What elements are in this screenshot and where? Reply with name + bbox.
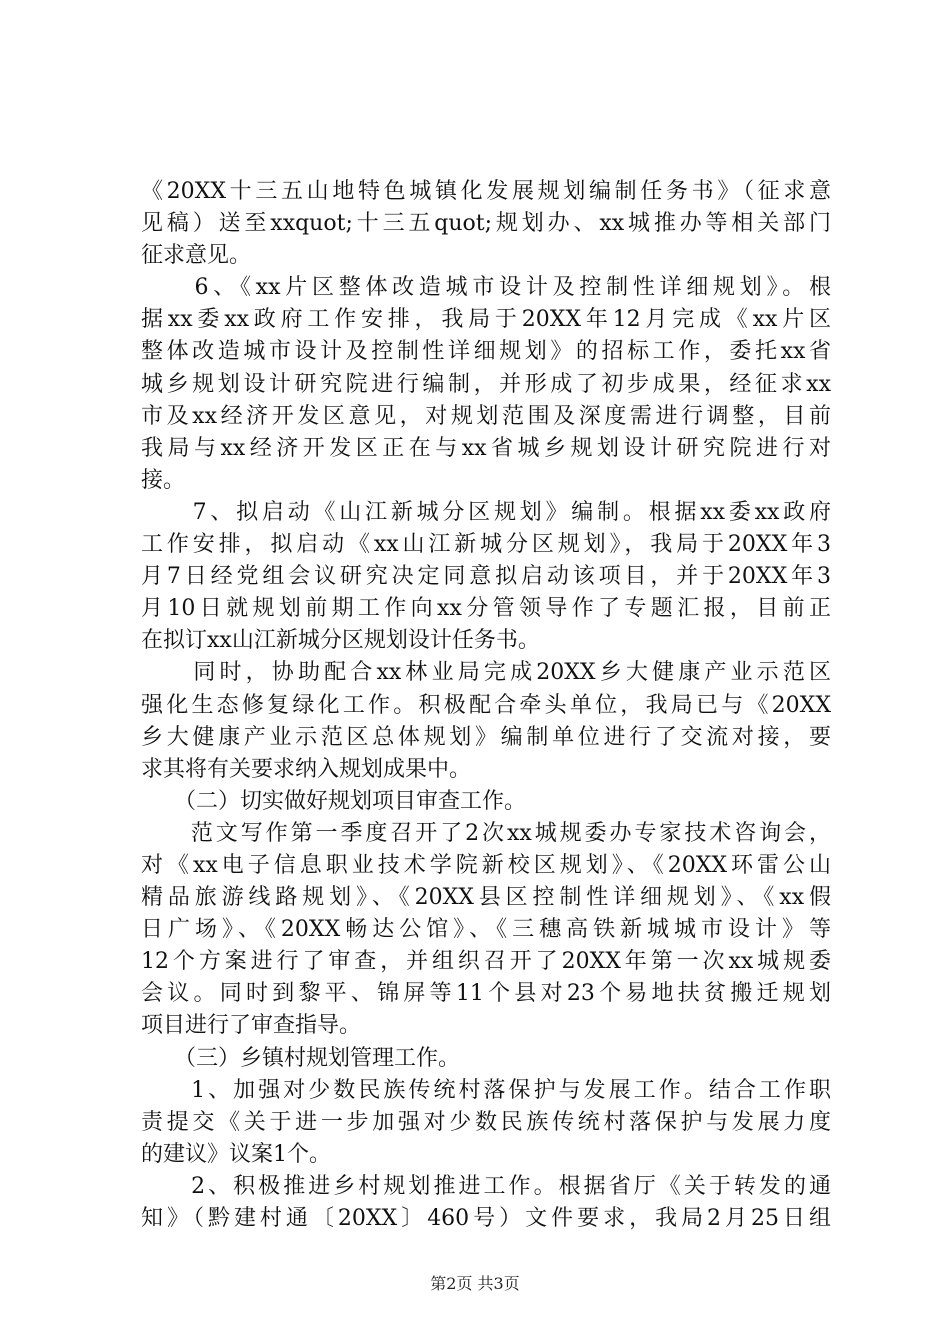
text-line: 6、《xx片区整体改造城市设计及控制性详细规划》。根 bbox=[141, 275, 831, 301]
text-line: 强化生态修复绿化工作。积极配合牵头单位，我局已与《20XX bbox=[141, 692, 831, 718]
text-line: 见稿）送至xxquot;十三五quot;规划办、xx城推办等相关部门 bbox=[141, 211, 831, 237]
text-line: 1、加强对少数民族传统村落保护与发展工作。结合工作职 bbox=[141, 1077, 831, 1103]
text-line: （二）切实做好规划项目审查工作。 bbox=[141, 788, 527, 814]
page-number-footer: 第2页 共3页 bbox=[430, 1274, 520, 1293]
text-line: 对《xx电子信息职业技术学院新校区规划》、《20XX环雷公山 bbox=[141, 852, 831, 878]
text-line: 工作安排，拟启动《xx山江新城分区规划》，我局于20XX年3 bbox=[141, 532, 831, 558]
text-line: 乡大健康产业示范区总体规划》编制单位进行了交流对接，要 bbox=[141, 724, 831, 750]
document-body bbox=[141, 176, 831, 1235]
text-line: 的建议》议案1个。 bbox=[141, 1141, 331, 1167]
text-line: 求其将有关要求纳入规划成果中。 bbox=[141, 756, 472, 782]
text-line: 《20XX十三五山地特色城镇化发展规划编制任务书》（征求意 bbox=[141, 179, 831, 204]
text-line: 会议。同时到黎平、锦屏等11个县对23个易地扶贫搬迁规划 bbox=[141, 981, 831, 1007]
text-line: 范文写作第一季度召开了2次xx城规委办专家技术咨询会， bbox=[141, 820, 831, 846]
text-line: 月10日就规划前期工作向xx分管领导作了专题汇报，目前正 bbox=[141, 596, 831, 622]
text-line: 市及xx经济开发区意见，对规划范围及深度需进行调整，目前 bbox=[141, 403, 831, 429]
text-line: 7、拟启动《山江新城分区规划》编制。根据xx委xx政府 bbox=[141, 499, 831, 525]
text-line: 据xx委xx政府工作安排，我局于20XX年12月完成《xx片区 bbox=[141, 307, 831, 333]
text-line: 城乡规划设计研究院进行编制，并形成了初步成果，经征求xx bbox=[141, 371, 831, 397]
text-line: 我局与xx经济开发区正在与xx省城乡规划设计研究院进行对 bbox=[141, 435, 831, 461]
text-line: 责提交《关于进一步加强对少数民族传统村落保护与发展力度 bbox=[141, 1109, 831, 1135]
text-line: 同时，协助配合xx林业局完成20XX乡大健康产业示范区 bbox=[141, 660, 831, 686]
text-line: 征求意见。 bbox=[141, 243, 252, 269]
text-line: 精品旅游线路规划》、《20XX县区控制性详细规划》、《xx假 bbox=[141, 885, 831, 911]
text-line: 2、积极推进乡村规划推进工作。根据省厅《关于转发的通 bbox=[141, 1173, 831, 1199]
text-line: 接。 bbox=[141, 467, 186, 493]
text-line: 日广场》、《20XX畅达公馆》、《三穗高铁新城城市设计》等 bbox=[141, 917, 831, 943]
text-line: 整体改造城市设计及控制性详细规划》的招标工作，委托xx省 bbox=[141, 339, 831, 365]
text-line: 知》（黔建村通〔20XX〕460号）文件要求，我局2月25日组 bbox=[141, 1206, 831, 1231]
text-line: 在拟订xx山江新城分区规划设计任务书。 bbox=[141, 628, 540, 654]
text-line: 月7日经党组会议研究决定同意拟启动该项目，并于20XX年3 bbox=[141, 564, 831, 590]
text-line: （三）乡镇村规划管理工作。 bbox=[141, 1045, 461, 1071]
text-line: 项目进行了审查指导。 bbox=[141, 1013, 362, 1039]
text-line: 12个方案进行了审查，并组织召开了20XX年第一次xx城规委 bbox=[141, 949, 831, 975]
